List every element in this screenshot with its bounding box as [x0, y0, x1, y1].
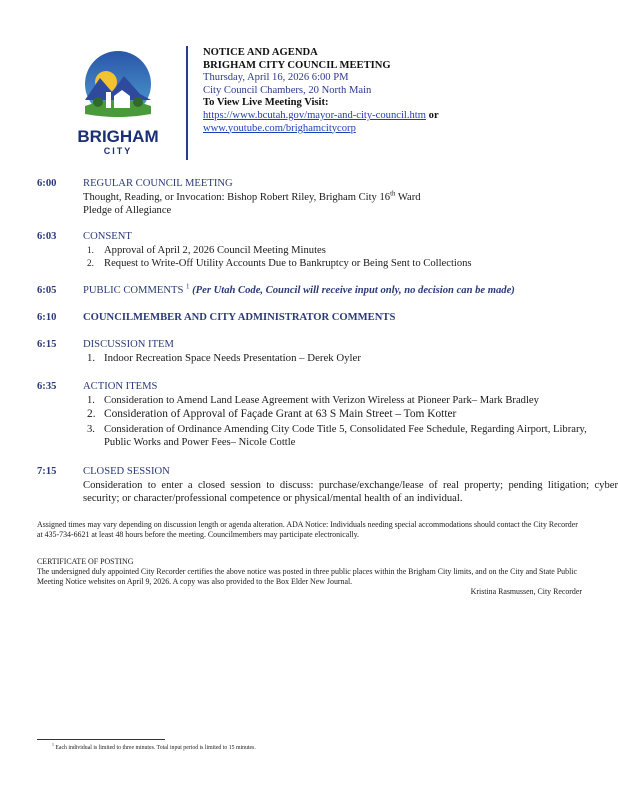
- live-meeting-label: To View Live Meeting Visit:: [203, 97, 329, 109]
- logo-wordmark: BRIGHAM: [77, 127, 159, 146]
- section-time: 6:15: [37, 339, 57, 350]
- section-title-row: [83, 284, 515, 297]
- section-title: PUBLIC COMMENTS: [83, 285, 184, 296]
- invocation-line: Thought, Reading, or Invocation: Bishop Robert Riley, Brigham City 16th Ward: [83, 190, 421, 203]
- ada-notice: Assigned times may vary depending on discussion length or agenda alteration. ADA Notice: Individuals needing special accommodations should contact the City Recorder at 435-734-6621 at least 48 hours before the meeting. Councilmembers may participate electronically.: [37, 520, 578, 539]
- list-item: 1. Consideration to Amend Land Lease Agreement with Verizon Wireless at Pioneer Park– Mark Bradley: [87, 395, 539, 406]
- footnote-divider: [37, 739, 165, 740]
- section-time: 6:10: [37, 312, 57, 323]
- link-or: or: [428, 109, 439, 121]
- section-title: REGULAR COUNCIL MEETING: [83, 178, 233, 189]
- footnote: [52, 745, 256, 751]
- section-title: CLOSED SESSION: [83, 466, 170, 477]
- section-time: 6:05: [37, 285, 57, 296]
- meeting-date: Thursday, April 16, 2026 6:00 PM: [203, 72, 349, 84]
- pledge-line: Pledge of Allegiance: [83, 205, 172, 216]
- list-item: 2. Consideration of Approval of Façade Grant at 63 S Main Street – Tom Kotter: [87, 408, 457, 420]
- section-time: 6:35: [37, 381, 57, 392]
- footnote-mark: 1: [52, 743, 54, 748]
- brigham-city-logo: [62, 48, 174, 160]
- certificate-heading: CERTIFICATE OF POSTING: [37, 557, 134, 566]
- public-comment-note: (Per Utah Code, Council will receive input only, no decision can be made): [192, 285, 515, 296]
- header-divider: [186, 46, 188, 160]
- meeting-title: BRIGHAM CITY COUNCIL MEETING: [203, 59, 391, 71]
- council-page-link[interactable]: https://www.bcutah.gov/mayor-and-city-council.htm: [203, 109, 426, 121]
- certificate-of-posting: [37, 557, 582, 597]
- footnote-text: Each individual is limited to three minutes. Total input period is limited to 15 minutes.: [55, 745, 256, 751]
- youtube-link[interactable]: www.youtube.com/brighamcitycorp: [203, 122, 356, 134]
- section-time: 6:03: [37, 231, 57, 242]
- list-item: 2. Request to Write-Off Utility Accounts Due to Bankruptcy or Being Sent to Collections: [87, 258, 472, 269]
- notice-title: NOTICE AND AGENDA: [203, 47, 318, 58]
- logo-subtitle: CITY: [103, 146, 133, 156]
- list-item: 3. Consideration of Ordinance Amending City Code Title 5, Consolidated Fee Schedule, Regarding Airport, Library, Public Works and Power Fees– Nicole Cottle: [87, 424, 587, 448]
- section-title: CONSENT: [83, 231, 132, 242]
- agenda-header: [203, 47, 439, 135]
- footnote-ref: 1: [186, 283, 190, 291]
- section-title: ACTION ITEMS: [83, 381, 158, 392]
- certificate-text: The undersigned duly appointed City Recorder certifies the above notice was posted in three public places within the Brigham City limits, and on the City and State Public Meeting Notice websites on April 9, 2026. A copy was also provided to the Box Elder New Journal.: [37, 566, 577, 586]
- list-item: 1. Indoor Recreation Space Needs Presentation – Derek Oyler: [87, 352, 361, 364]
- section-time: 7:15: [37, 466, 57, 477]
- closed-session-text: Consideration to enter a closed session to discuss: purchase/exchange/lease of real property; pending litigation; cyber security; or character/professional competence or physical/mental health of an individual.: [83, 480, 618, 504]
- meeting-location: City Council Chambers, 20 North Main: [203, 84, 372, 96]
- section-title: COUNCILMEMBER AND CITY ADMINISTRATOR COMMENTS: [83, 312, 396, 323]
- list-item: 1. Approval of April 2, 2026 Council Meeting Minutes: [87, 245, 326, 256]
- section-title: DISCUSSION ITEM: [83, 339, 174, 350]
- section-time: 6:00: [37, 178, 57, 189]
- recorder-signature: Kristina Rasmussen, City Recorder: [470, 586, 582, 596]
